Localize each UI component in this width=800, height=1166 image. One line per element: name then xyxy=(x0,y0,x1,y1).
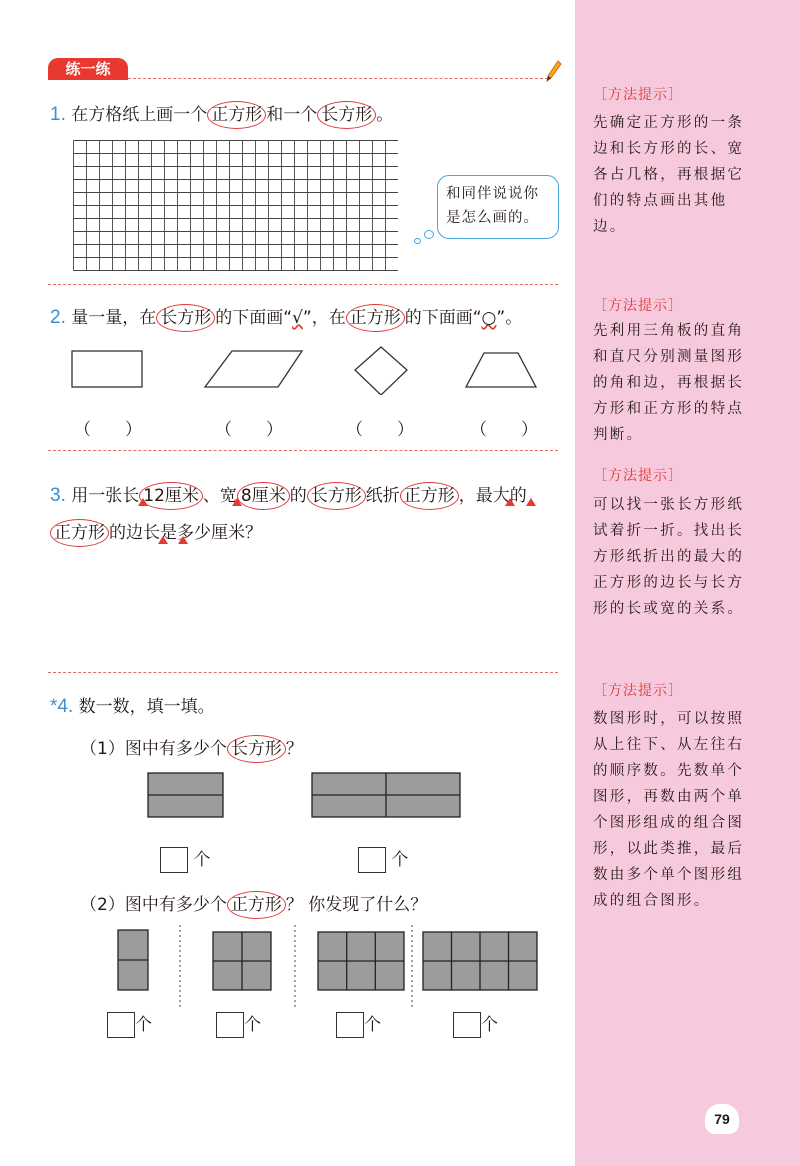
q4-2-figures xyxy=(100,925,560,1015)
answer-box[interactable] xyxy=(160,847,188,873)
q2-shapes xyxy=(60,345,560,395)
tip-text: 先利用三角板的直角和直尺分别测量图形的角和边，再根据长方形和正方形的特点判断。 xyxy=(593,323,745,443)
keyword-circled: 12厘米 xyxy=(139,482,203,510)
keyword-circled: 长方形 xyxy=(307,482,366,510)
parallelogram-shape xyxy=(205,351,302,387)
question-3: 3. 用一张长 12厘米 、宽 8厘米 的 长方形 纸折 正方形 ，最大的 正方形 的边长是多少厘米？ xyxy=(50,477,570,552)
answer-box[interactable] xyxy=(358,847,386,873)
answer-box[interactable] xyxy=(336,1012,364,1038)
answer-paren[interactable]: （ ） xyxy=(346,420,414,440)
answer-box[interactable] xyxy=(107,1012,135,1038)
question-4-part-1: （1）图中有多少个 长方形 ？ xyxy=(80,734,303,763)
answer-paren[interactable]: （ ） xyxy=(215,420,283,440)
answer-paren[interactable]: （ ） xyxy=(74,420,142,440)
keyword-circled: 正方形 xyxy=(207,101,266,129)
tip-text: 可以找一张长方形纸试着折一折。找出长方形纸折出的最大的正方形的边长与长方形的长或宽的关系。 xyxy=(593,497,745,617)
keyword-circled: 正方形 xyxy=(400,482,459,510)
rectangle-shape xyxy=(72,351,142,387)
tip-tag: ［方法提示］ xyxy=(593,298,683,314)
pencil-icon xyxy=(546,60,562,82)
tip-tag: ［方法提示］ xyxy=(593,87,683,103)
keyword-circled: 长方形 xyxy=(156,304,215,332)
tip-tag: ［方法提示］ xyxy=(593,468,683,484)
question-4: *4. 数一数，填一填。 xyxy=(50,696,215,717)
answer-paren[interactable]: （ ） xyxy=(470,420,538,440)
keyword-circled: 长方形 xyxy=(227,735,286,763)
page-number-badge xyxy=(705,1104,739,1134)
keyword-circled: 正方形 xyxy=(346,304,405,332)
question-1: 1. 在方格纸上画一个 正方形 和一个 长方形 。 xyxy=(50,100,393,129)
count-answer: 个 xyxy=(216,1010,261,1038)
question-4-part-2: （2）图中有多少个 正方形 ？ 你发现了什么？ xyxy=(80,890,427,919)
speech-bubble xyxy=(437,175,559,239)
question-2: 2. 量一量，在 长方形 的下面画“√”，在 正方形 的下面画“○”。 xyxy=(50,303,522,332)
question-number: 1. xyxy=(50,104,66,125)
keyword-circled: 正方形 xyxy=(50,519,109,547)
q4-1-figures xyxy=(140,770,470,820)
square-diamond-shape xyxy=(355,347,407,395)
tip-text: 先确定正方形的一条边和长方形的长、宽各占几格，再根据它们的特点画出其他边。 xyxy=(593,115,745,235)
count-answer: 个 xyxy=(453,1010,498,1038)
answer-box[interactable] xyxy=(453,1012,481,1038)
section-header xyxy=(48,58,560,80)
grid-paper[interactable] xyxy=(73,140,398,272)
bubble-text: 和同伴说说你是怎么画的。 xyxy=(446,186,539,226)
trapezoid-shape xyxy=(466,353,536,387)
page-number: 79 xyxy=(714,1111,730,1127)
section-header-label: 练一练 xyxy=(48,58,128,80)
count-answer: 个 xyxy=(107,1010,152,1038)
keyword-circled: 正方形 xyxy=(227,891,286,919)
tip-tag: ［方法提示］ xyxy=(593,683,683,699)
count-answer: 个 xyxy=(336,1010,381,1038)
circle-mark: ○ xyxy=(481,308,497,328)
answer-box[interactable] xyxy=(216,1012,244,1038)
keyword-circled: 8厘米 xyxy=(237,482,290,510)
count-answer: 个 xyxy=(358,845,408,873)
keyword-circled: 长方形 xyxy=(317,101,376,129)
tip-text: 数图形时，可以按照从上往下、从左往右的顺序数。先数单个图形，再数由两个单个图形组成的组合图形，以此类推，最后数由多个单个图形组成的组合图形。 xyxy=(593,711,745,909)
check-mark: √ xyxy=(292,308,303,328)
count-answer: 个 xyxy=(160,845,210,873)
